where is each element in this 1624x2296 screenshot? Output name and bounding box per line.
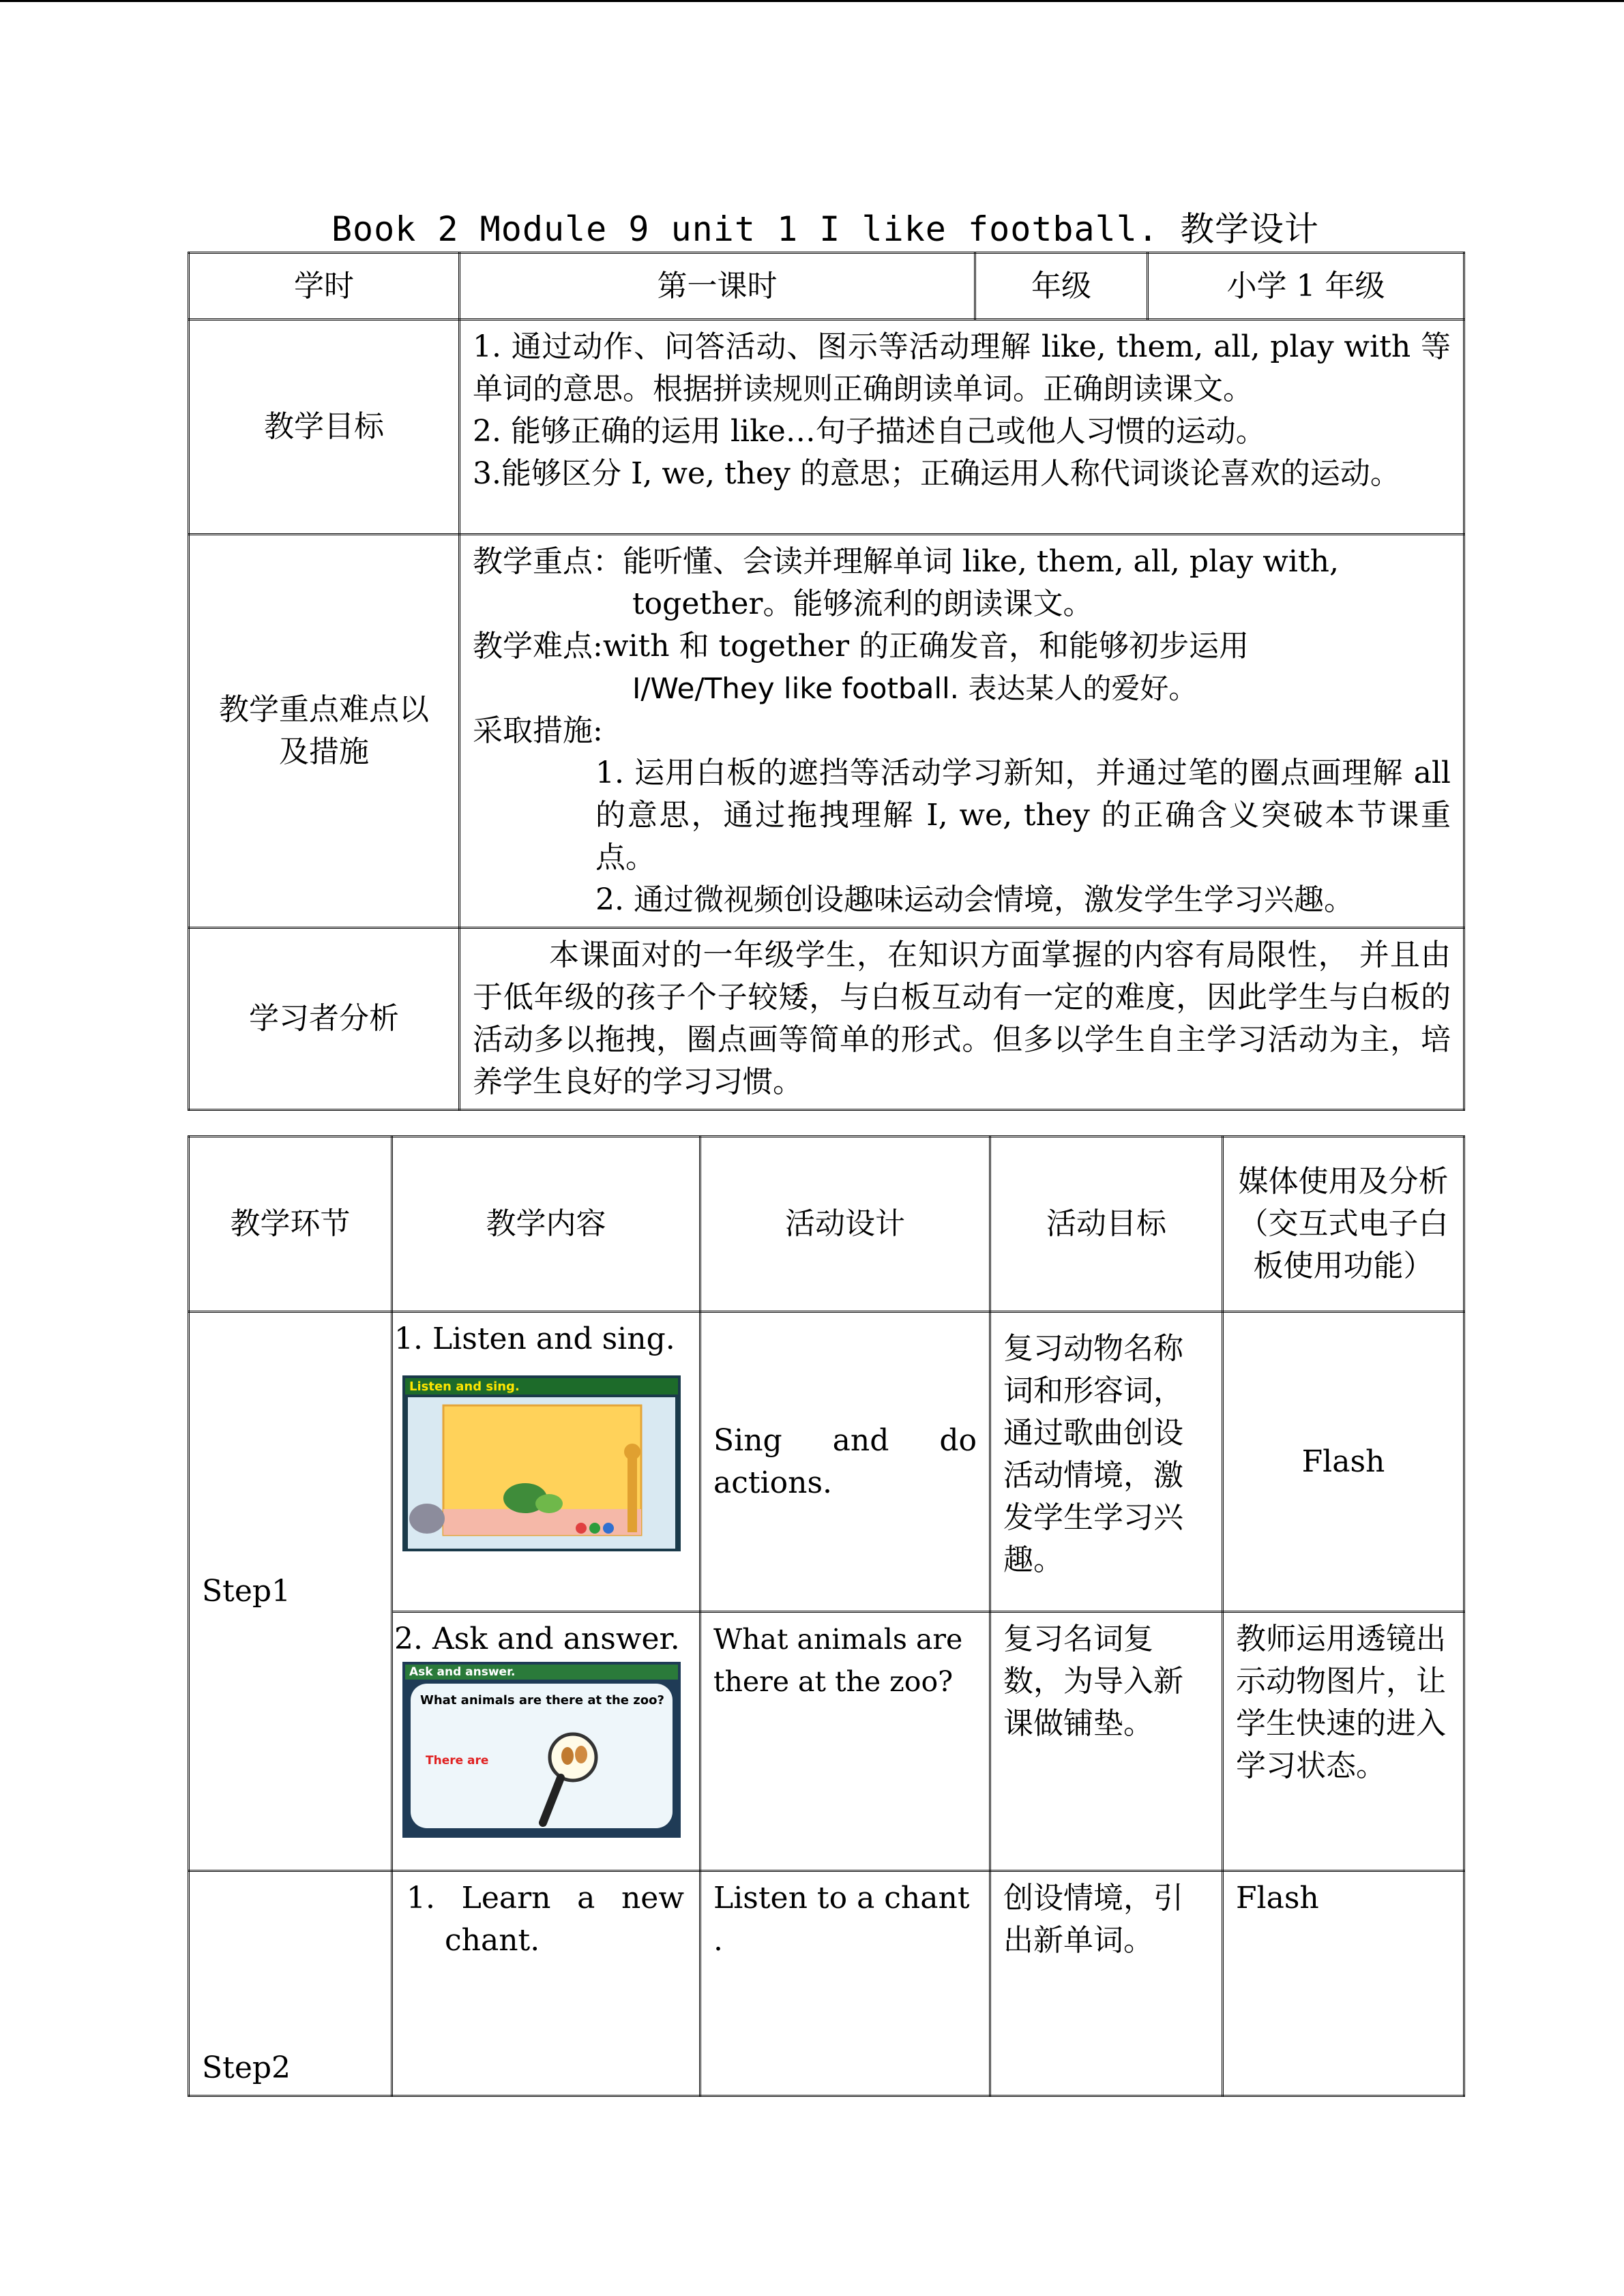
- key-points-line2: together。能够流利的朗读课文。: [632, 586, 1093, 621]
- ask-answer-caption: Ask and answer.: [409, 1665, 516, 1679]
- header-content: 教学内容: [392, 1137, 700, 1312]
- step1-media-2: 教师运用透镜出示动物图片，让学生快速的进入学习状态。: [1223, 1612, 1464, 1871]
- step2-goal: 创设情境，引出新单词。: [990, 1871, 1223, 2096]
- period-value: 第一课时: [460, 253, 975, 320]
- objective-3: 3.能够区分 I, we, they 的意思；正确运用人称代词谈论喜欢的运动。: [473, 456, 1400, 491]
- step2-label: Step2: [189, 1871, 392, 2096]
- step2-activity: Listen to a chant .: [700, 1871, 990, 2096]
- focus-cell: [460, 535, 1464, 928]
- measures-label: 采取措施:: [473, 713, 603, 748]
- learner-text: 本课面对的一年级学生，在知识方面掌握的内容有局限性， 并且由于低年级的孩子个子较矮，与白板互动有一定的难度，因此学生与白板的活动多以拖拽，圈点画等简单的形式。但多以学生自主学习活动为主，培养学生良好的学习习惯。: [460, 928, 1464, 1110]
- focus-row: [189, 535, 1464, 928]
- listen-sing-caption: Listen and sing.: [409, 1380, 520, 1394]
- step1-row1: [189, 1312, 1464, 1612]
- objective-1: 1. 通过动作、问答活动、图示等活动理解 like, them, all, play with 等单词的意思。根据拼读规则正确朗读单词。正确朗读课文。: [473, 329, 1451, 406]
- grade-value: 小学 1 年级: [1148, 253, 1464, 320]
- measure-2: 2. 通过微视频创设趣味运动会情境，激发学生学习兴趣。: [595, 882, 1354, 917]
- difficult-points-line1: 教学难点:with 和 together 的正确发音，和能够初步运用: [473, 629, 1250, 664]
- step1-activity-2: What animals are there at the zoo?: [700, 1612, 990, 1871]
- plan-table: [188, 1135, 1465, 2097]
- page-top-rule: [0, 0, 1624, 2]
- ask-answer-there-are: There are: [426, 1754, 489, 1768]
- objectives-cell: [460, 320, 1464, 535]
- objectives-label: 教学目标: [189, 320, 460, 535]
- listen-and-sing-screenshot: [402, 1375, 681, 1551]
- step1-content-2: [392, 1612, 700, 1871]
- header-goal: 活动目标: [990, 1137, 1223, 1312]
- step1-content-1: [392, 1312, 700, 1612]
- step2-content: 1. Learn a new chant.: [392, 1871, 700, 2096]
- step2-media: Flash: [1223, 1871, 1464, 2096]
- objective-2: 2. 能够正确的运用 like…句子描述自己或他人习惯的运动。: [473, 414, 1266, 449]
- period-row: [189, 253, 1464, 320]
- ask-answer-question: What animals are there at the zoo?: [420, 1693, 664, 1708]
- grade-label: 年级: [975, 253, 1148, 320]
- header-stage: 教学环节: [189, 1137, 392, 1312]
- plan-header-row: [189, 1137, 1464, 1312]
- header-activity: 活动设计: [700, 1137, 990, 1312]
- step2-row: [189, 1871, 1464, 2096]
- page-title: Book 2 Module 9 unit 1 I like football. 教学设计: [331, 209, 1320, 249]
- step1-label: Step1: [189, 1312, 392, 1871]
- header-media: 媒体使用及分析（交互式电子白板使用功能）: [1223, 1137, 1464, 1312]
- step1-content-1-text: 1. Listen and sing.: [394, 1322, 675, 1356]
- period-label: 学时: [189, 253, 460, 320]
- objectives-row: [189, 320, 1464, 535]
- difficult-points-line2: I/We/They like football. 表达某人的爱好。: [632, 672, 1198, 705]
- step1-goal-1: 复习动物名称词和形容词，通过歌曲创设活动情境，激发学生学习兴趣。: [990, 1312, 1223, 1612]
- focus-label: 教学重点难点以及措施: [189, 535, 460, 928]
- key-points-line1: 教学重点：能听懂、会读并理解单词 like, them, all, play with,: [473, 544, 1339, 579]
- step1-media-1: Flash: [1223, 1312, 1464, 1612]
- step1-goal-2: 复习名词复数，为导入新课做铺垫。: [990, 1612, 1223, 1871]
- step1-content-2-text: 2. Ask and answer.: [394, 1622, 680, 1656]
- learner-label: 学习者分析: [189, 928, 460, 1110]
- ask-and-answer-screenshot: [402, 1662, 681, 1838]
- learner-row: [189, 928, 1464, 1110]
- step1-activity-1: Sing and do actions.: [700, 1312, 990, 1612]
- measure-1: 1. 运用白板的遮挡等活动学习新知，并通过笔的圈点画理解 all 的意思，通过拖拽理解 I, we, they 的正确含义突破本节课重点。: [595, 756, 1451, 875]
- info-table: [188, 252, 1465, 1111]
